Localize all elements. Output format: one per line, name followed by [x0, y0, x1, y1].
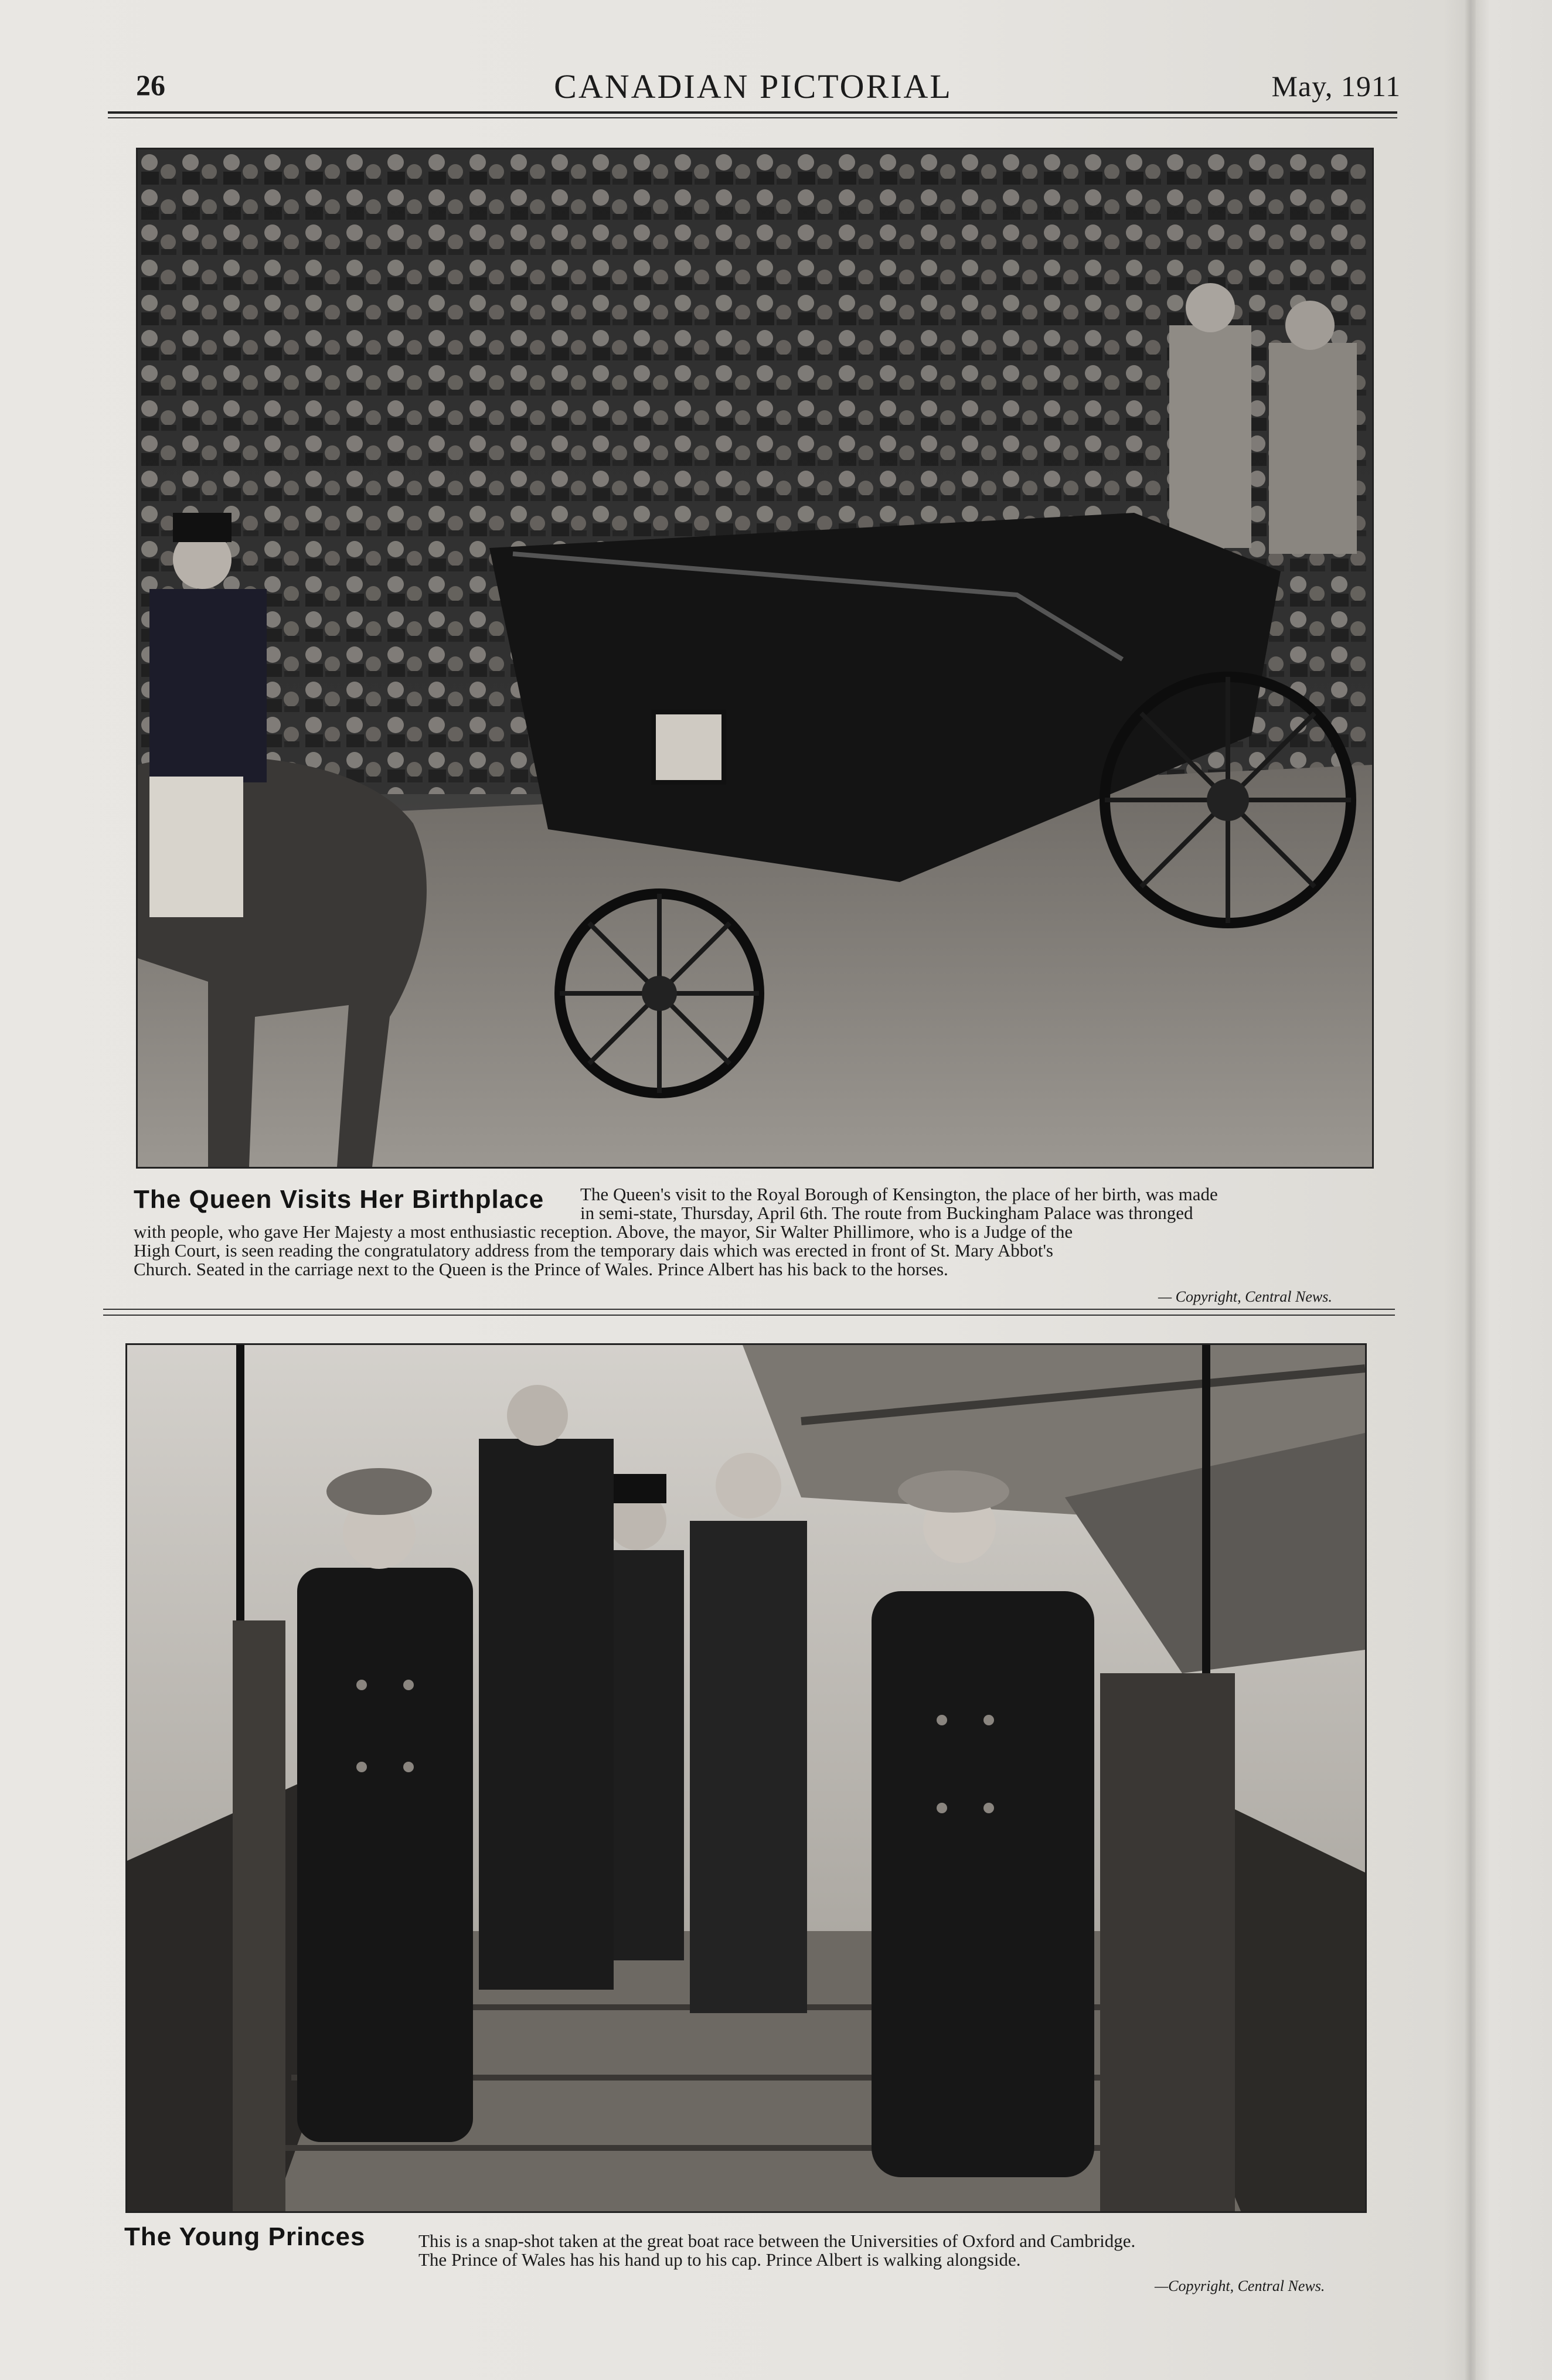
bottom-photo-credit: —Copyright, Central News. [1155, 2277, 1325, 2294]
top-caption-line-1: The Queen's visit to the Royal Borough of Kensington, the place of her birth, was made [580, 1184, 1218, 1204]
bottom-caption-line-1: This is a snap-shot taken at the great boat race between the Universities of Oxford and Cambridge. [418, 2231, 1136, 2251]
carriage-photo [136, 148, 1374, 1169]
header-rule [108, 111, 1397, 114]
bottom-article-title: The Young Princes [124, 2222, 366, 2251]
princes-photo-illustration [127, 1345, 1365, 2211]
top-caption-line-2: in semi-state, Thursday, April 6th. The route from Buckingham Palace was thronged [580, 1203, 1193, 1223]
header-rule-thin [108, 117, 1397, 118]
issue-date: May, 1911 [1271, 70, 1401, 103]
page-spine-shadow [1465, 0, 1476, 2380]
carriage-photo-illustration [138, 149, 1372, 1167]
top-caption-line-3: with people, who gave Her Majesty a most enthusiastic reception. Above, the mayor, Sir Walter Phillimore, who is a Judge of the [134, 1221, 1073, 1242]
princes-photo [125, 1343, 1367, 2213]
section-rule-2 [103, 1315, 1395, 1316]
top-caption-line-5: Church. Seated in the carriage next to the Queen is the Prince of Wales. Prince Albert has his back to the horses. [134, 1259, 948, 1279]
bottom-caption-line-2: The Prince of Wales has his hand up to his cap. Prince Albert is walking alongside. [418, 2249, 1021, 2270]
top-photo-credit: — Copyright, Central News. [1158, 1288, 1332, 1305]
top-article-title: The Queen Visits Her Birthplace [134, 1185, 544, 1214]
page-number: 26 [136, 69, 165, 101]
top-caption-line-4: High Court, is seen reading the congratulatory address from the temporary dais which was erected in front of St. Mary Abbot's [134, 1240, 1053, 1261]
page-header [105, 63, 1401, 116]
magazine-title: CANADIAN PICTORIAL [554, 67, 952, 105]
section-rule-1 [103, 1309, 1395, 1310]
